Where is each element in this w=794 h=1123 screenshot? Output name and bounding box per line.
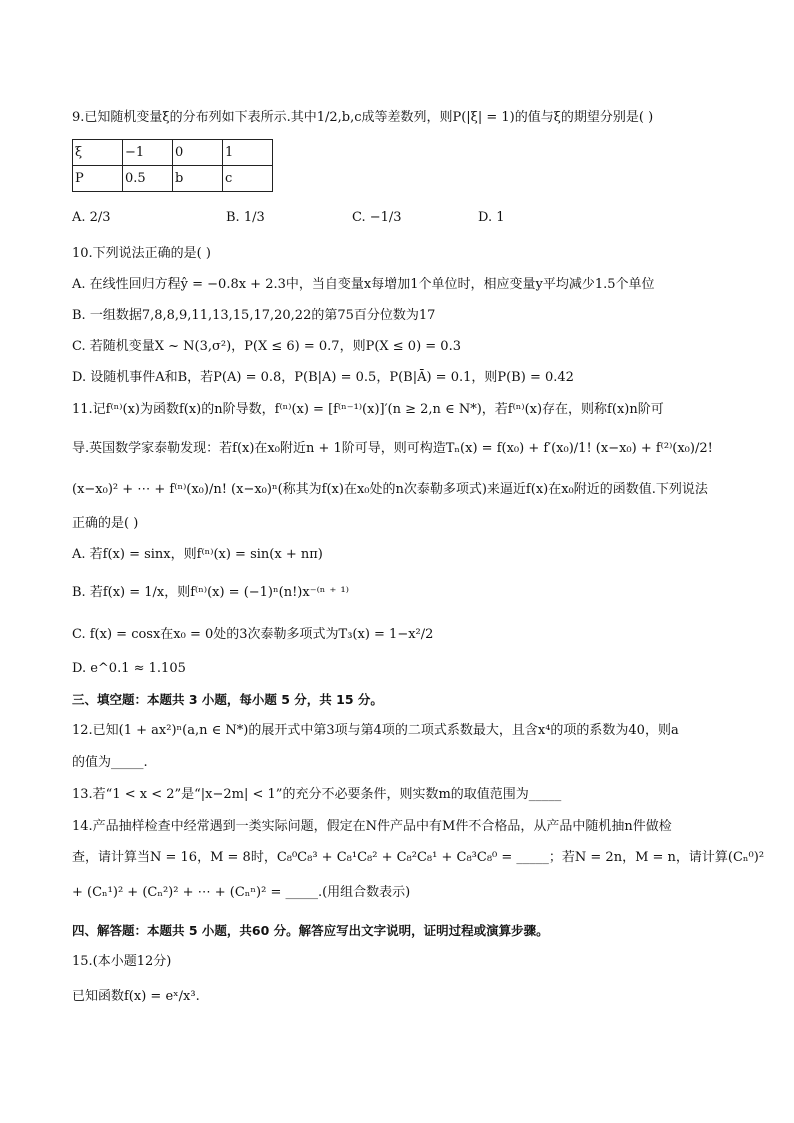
q11-option-a: A. 若f(x) = sinx，则f⁽ⁿ⁾(x) = sin(x + nπ) (72, 547, 323, 562)
q11-line1: 11.记f⁽ⁿ⁾(x)为函数f(x)的n阶导数，f⁽ⁿ⁾(x) = [f⁽ⁿ⁻¹⁾(x)]′(n ≥ 2,n ∈ N*)，若f⁽ⁿ⁾(x)存在，则称f(x)n阶可 (72, 402, 664, 417)
q14-line3: + (Cₙ¹)² + (Cₙ²)² + ⋯ + (Cₙⁿ)² = _____.(用组合数表示) (72, 885, 411, 900)
q10-stem: 10.下列说法正确的是( ) (72, 246, 211, 261)
section-heading-fill-in: 三、填空题：本题共 3 小题，每小题 5 分，共 15 分。 (72, 692, 383, 707)
q15-body: 已知函数f(x) = eˣ/x³. (72, 989, 200, 1004)
q11-option-d: D. e^0.1 ≈ 1.105 (72, 661, 186, 676)
q15-title: 15.(本小题12分) (72, 954, 172, 969)
table-cell: ξ (73, 140, 123, 166)
q11-line2: 导.英国数学家泰勒发现：若f(x)在x₀附近n + 1阶可导，则可构造Tₙ(x) = f(x₀) + f′(x₀)/1! (x−x₀) + f⁽²⁾(x₀)/2! (72, 441, 713, 456)
q9-option-c: C. −1/3 (352, 210, 402, 225)
q10-option-c: C. 若随机变量X ~ N(3,σ²)，P(X ≤ 6) = 0.7，则P(X ≤ 0) = 0.3 (72, 339, 461, 354)
q12-line2: 的值为_____. (72, 755, 148, 770)
q11-line4: 正确的是( ) (72, 516, 139, 531)
q11-option-c: C. f(x) = cosx在x₀ = 0处的3次泰勒多项式为T₃(x) = 1−x²/2 (72, 627, 434, 642)
q9-option-a: A. 2/3 (72, 210, 111, 225)
table-cell: P (73, 166, 123, 192)
q12-line1: 12.已知(1 + ax²)ⁿ(a,n ∈ N*)的展开式中第3项与第4项的二项式系数最大，且含x⁴的项的系数为40，则a (72, 723, 679, 738)
table-cell: 0 (173, 140, 223, 166)
table-cell: 0.5 (123, 166, 173, 192)
table-row (73, 140, 273, 166)
q9-stem: 9.已知随机变量ξ的分布列如下表所示.其中1/2,b,c成等差数列，则P(|ξ| = 1)的值与ξ的期望分别是( ) (72, 110, 654, 125)
q10-option-a: A. 在线性回归方程ŷ = −0.8x + 2.3中，当自变量x每增加1个单位时，相应变量y平均减少1.5个单位 (72, 277, 655, 292)
section-heading-solutions: 四、解答题：本题共 5 小题，共60 分。解答应写出文字说明，证明过程或演算步骤。 (72, 923, 549, 938)
q13-stem: 13.若“1 < x < 2”是“|x−2m| < 1”的充分不必要条件，则实数m的取值范围为_____ (72, 787, 562, 802)
table-cell: b (173, 166, 223, 192)
table-cell: 1 (223, 140, 273, 166)
table-row (73, 166, 273, 192)
q14-line2: 查，请计算当N = 16，M = 8时，C₈⁰C₈³ + C₈¹C₈² + C₈²C₈¹ + C₈³C₈⁰ = _____；若N = 2n，M = n，请计算(Cₙ⁰)² (72, 850, 765, 865)
table-cell: −1 (123, 140, 173, 166)
q14-line1: 14.产品抽样检查中经常遇到一类实际问题，假定在N件产品中有M件不合格品，从产品中随机抽n件做检 (72, 819, 672, 834)
q9-option-d: D. 1 (478, 210, 505, 225)
q11-option-b: B. 若f(x) = 1/x，则f⁽ⁿ⁾(x) = (−1)ⁿ(n!)x⁻⁽ⁿ ⁺ ¹⁾ (72, 585, 349, 600)
q9-option-b: B. 1/3 (226, 210, 265, 225)
q10-option-b: B. 一组数据7,8,8,9,11,13,15,17,20,22的第75百分位数为17 (72, 308, 436, 323)
table-cell: c (223, 166, 273, 192)
distribution-table (72, 139, 273, 192)
q10-option-d: D. 设随机事件A和B，若P(A) = 0.8，P(B|A) = 0.5，P(B|Ā) = 0.1，则P(B) = 0.42 (72, 370, 574, 385)
q11-line3: (x−x₀)² + ⋯ + f⁽ⁿ⁾(x₀)/n! (x−x₀)ⁿ(称其为f(x)在x₀处的n次泰勒多项式)来逼近f(x)在x₀附近的函数值.下列说法 (72, 482, 708, 497)
